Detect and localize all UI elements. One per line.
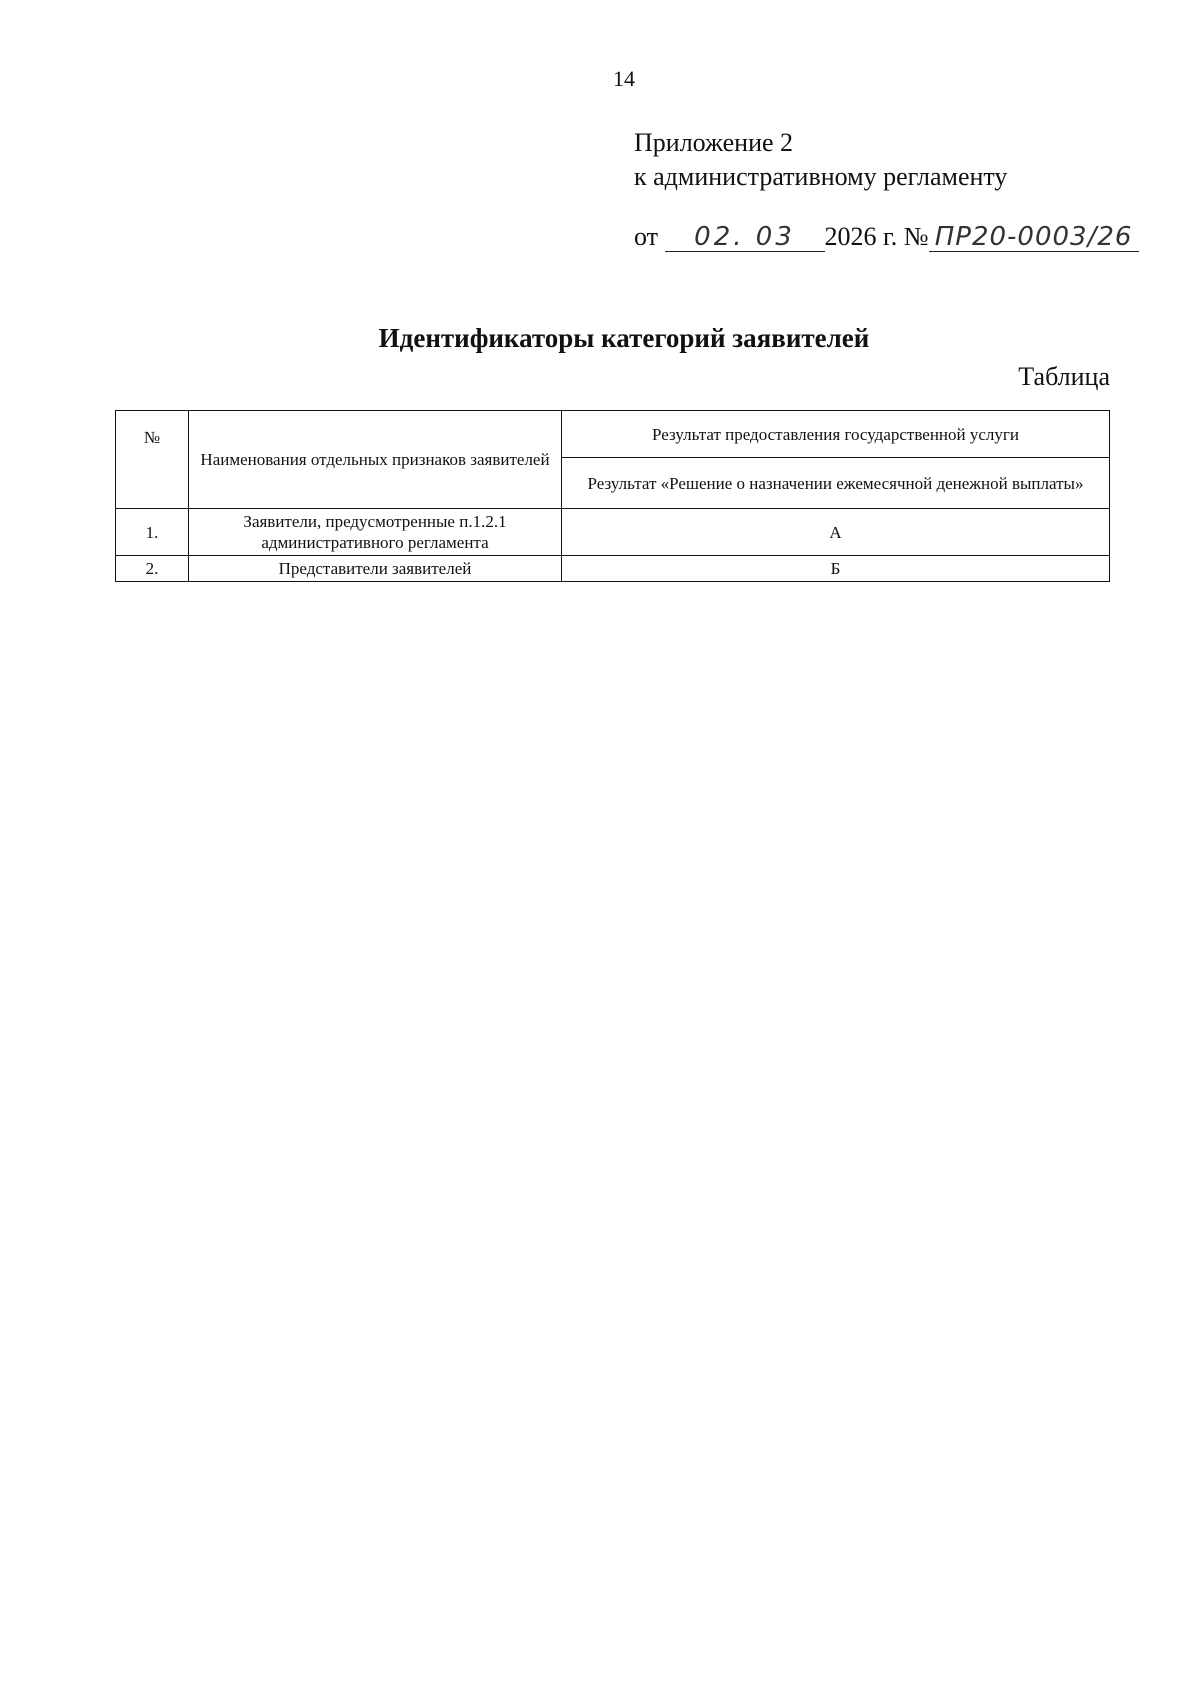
handwritten-document-number: ПР20-0003/26 xyxy=(929,223,1139,252)
table-row xyxy=(116,509,1110,556)
date-prefix: от xyxy=(634,222,659,251)
row-value: А xyxy=(562,509,1110,556)
handwritten-date: 02. 03 xyxy=(665,223,825,252)
appendix-line-2: к административному регламенту xyxy=(634,162,1008,191)
row-name: Представители заявителей xyxy=(189,556,562,582)
page-number: 14 xyxy=(613,66,635,91)
row-number: 1. xyxy=(116,509,189,556)
document-title: Идентификаторы категорий заявителей xyxy=(378,323,870,353)
table-caption: Таблица xyxy=(1018,362,1110,391)
row-name: Заявители, предусмотренные п.1.2.1 административного регламента xyxy=(189,509,562,556)
document-date-line xyxy=(634,222,1139,252)
header-subresult: Результат «Решение о назначении ежемесячной денежной выплаты» xyxy=(562,458,1110,509)
table-row xyxy=(116,556,1110,582)
header-name: Наименования отдельных признаков заявителей xyxy=(189,411,562,509)
appendix-line-1: Приложение 2 xyxy=(634,128,794,157)
header-result: Результат предоставления государственной услуги xyxy=(562,411,1110,458)
table-header-row xyxy=(116,411,1110,458)
applicant-categories-table xyxy=(115,410,1110,582)
header-number: № xyxy=(116,411,189,509)
appendix-heading xyxy=(634,126,1007,194)
row-number: 2. xyxy=(116,556,189,582)
year-number-label: 2026 г. № xyxy=(824,222,929,251)
row-value: Б xyxy=(562,556,1110,582)
